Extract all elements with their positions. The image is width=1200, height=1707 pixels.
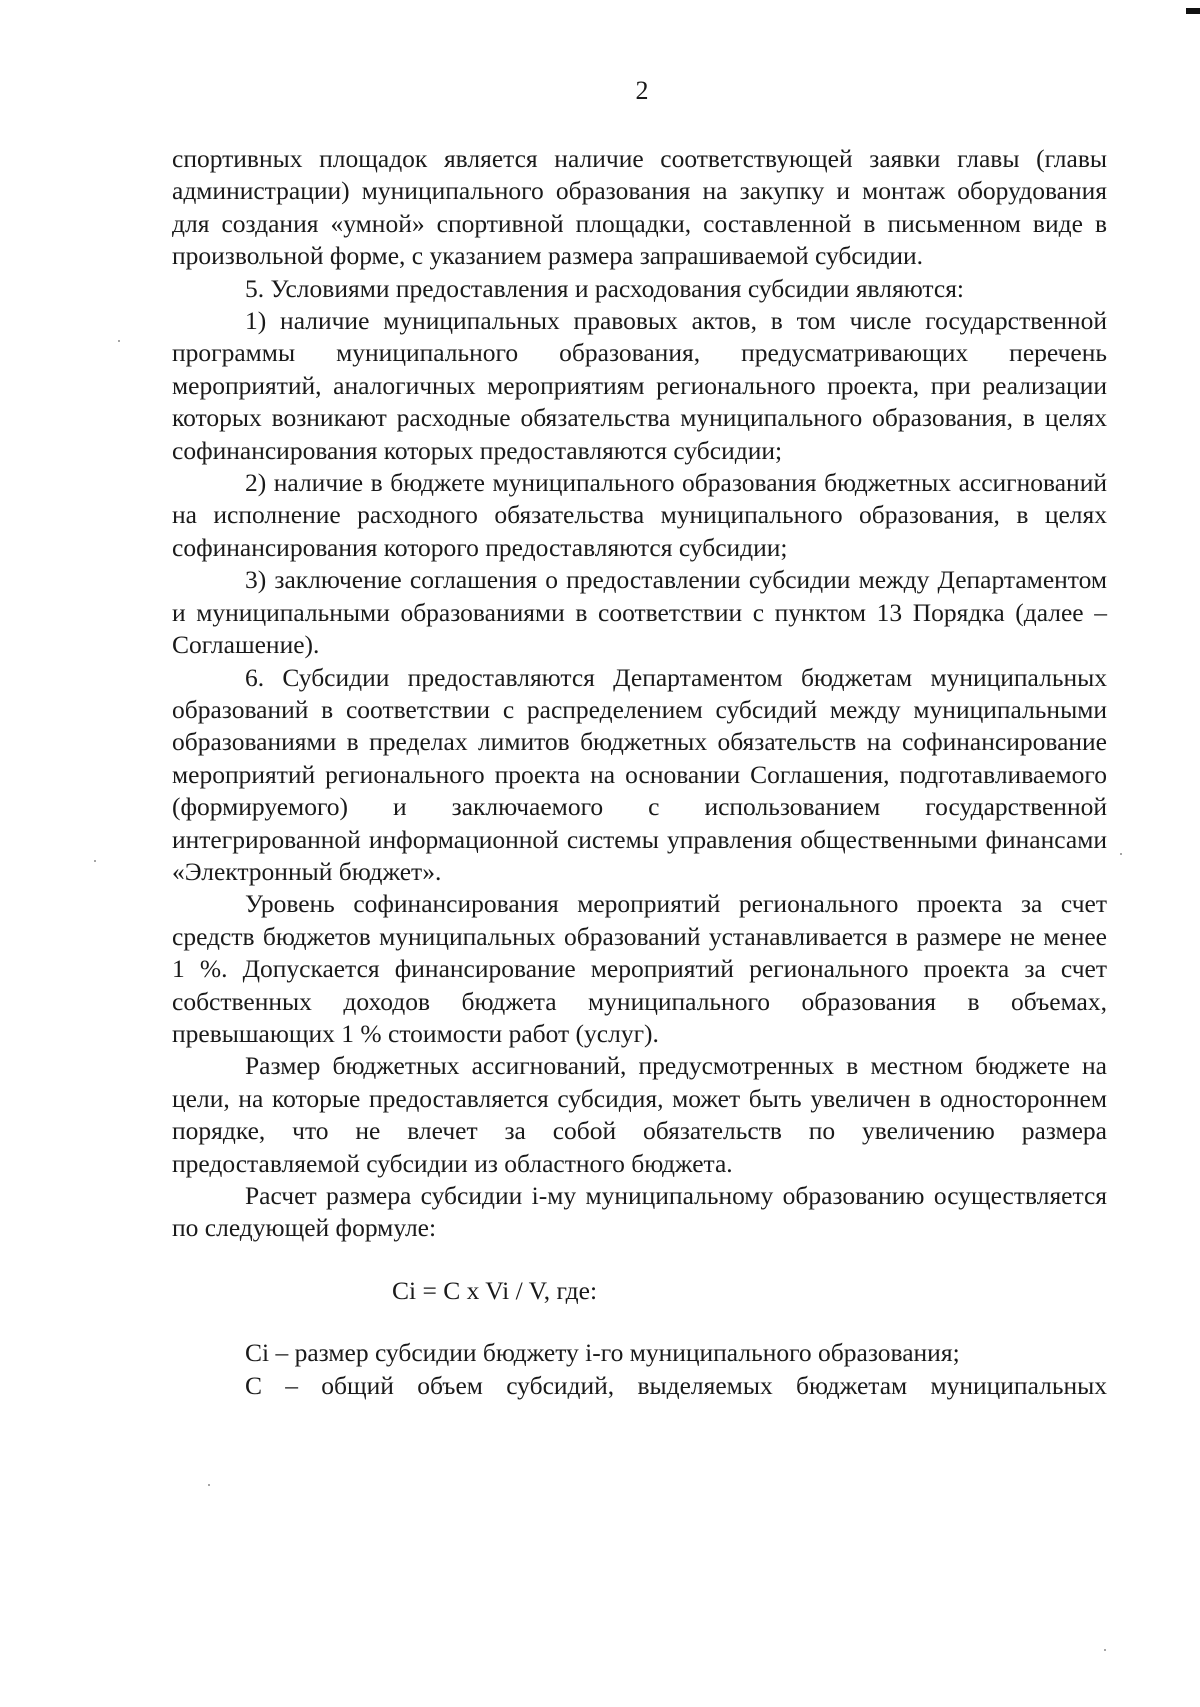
paragraph-definition-c: C – общий объем субсидий, выделяемых бюджетам муниципальных [245, 1370, 1107, 1400]
subsidy-formula: Ci = C x Vi / V, где: [392, 1275, 598, 1305]
scan-speck [208, 1484, 210, 1486]
paragraph-calculation-intro: Расчет размера субсидии i-му муниципальному образованию осуществляется по следующей формуле: [172, 1181, 1107, 1243]
paragraph-clause-6: 6. Субсидии предоставляются Департаментом бюджетам муниципальных образований в соответствии с распределением субсидий между муниципальными образованиями в пределах лимитов бюджетных обязательств на софинансирование мероприятий регионального проекта на основании Соглашения, подготавливаемого (формируемого) и заключаемого с использованием государственной интегрированной информационной системы управления общественными финансами «Электронный бюджет». [172, 662, 1107, 886]
paragraph-condition-1: 1) наличие муниципальных правовых актов, в том числе государственной программы муниципального образования, предусматривающих перечень мероприятий, аналогичных мероприятиям регионального проекта, при реализации которых возникают расходные обязательства муниципального образования, в целях софинансирования которых предоставляются субсидии; [172, 306, 1107, 465]
scan-speck [1120, 853, 1122, 855]
paragraph-budget-allocations: Размер бюджетных ассигнований, предусмотренных в местном бюджете на цели, на которые предоставляется субсидия, может быть увеличен в одностороннем порядке, что не влечет за собой обязательств по увеличению размера предоставляемой субсидии из областного бюджета. [172, 1051, 1107, 1178]
paragraph-cofinancing-level: Уровень софинансирования мероприятий регионального проекта за счет средств бюджетов муниципальных образований устанавливается в размере не менее 1 %. Допускается финансирование мероприятий регионального проекта за счет собственных доходов бюджета муниципального образования в объемах, превышающих 1 % стоимости работ (услуг). [172, 889, 1107, 1048]
page-number: 2 [635, 76, 649, 105]
scan-edge-mark [1186, 8, 1200, 14]
paragraph-definition-ci: Ci – размер субсидии бюджету i-го муниципального образования; [245, 1338, 960, 1368]
scan-speck [94, 860, 96, 862]
paragraph-subsidy-application: спортивных площадок является наличие соответствующей заявки главы (главы администрации) муниципального образования на закупку и монтаж оборудования для создания «умной» спортивной площадки, составленной в письменном виде в произвольной форме, с указанием размера запрашиваемой субсидии. [172, 144, 1107, 271]
scan-speck [1104, 1649, 1106, 1651]
scan-speck [118, 340, 120, 342]
document-body [172, 143, 1107, 1402]
paragraph-condition-3: 3) заключение соглашения о предоставлении субсидии между Департаментом и муниципальными образованиями в соответствии с пунктом 13 Порядка (далее – Соглашение). [172, 565, 1107, 660]
paragraph-condition-2: 2) наличие в бюджете муниципального образования бюджетных ассигнований на исполнение расходного обязательства муниципального образования, в целях софинансирования которого предоставляются субсидии; [172, 468, 1107, 562]
paragraph-clause-5: 5. Условиями предоставления и расходования субсидии являются: [245, 273, 965, 303]
